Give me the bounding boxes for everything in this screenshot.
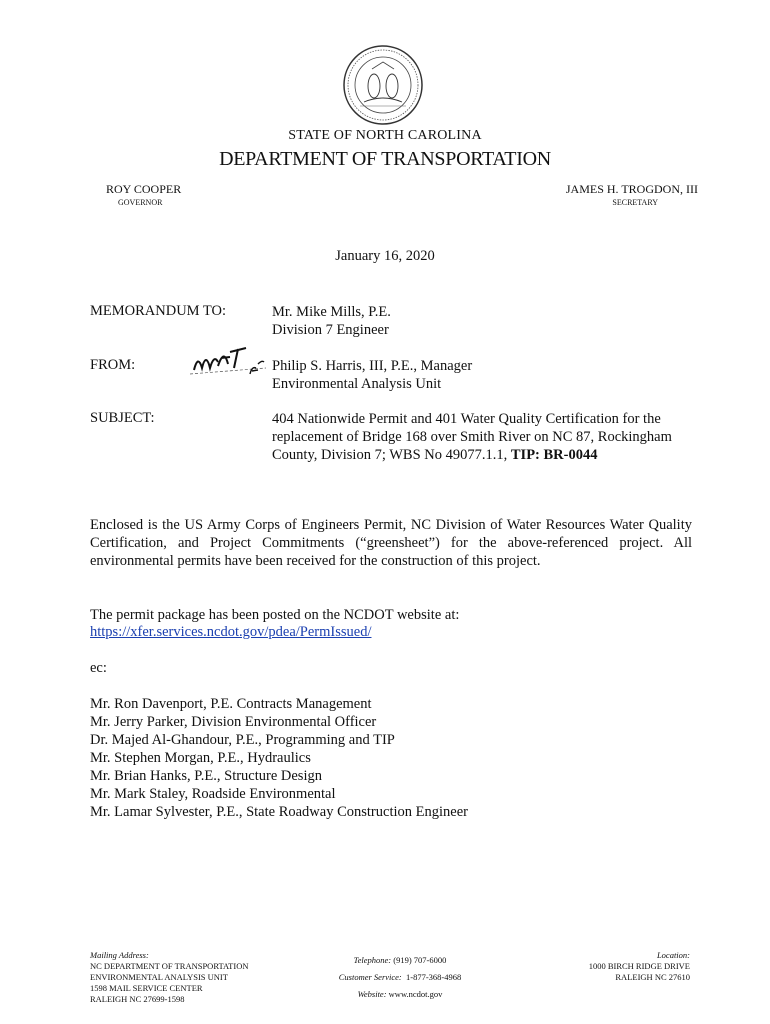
memo-subject-label: SUBJECT: — [90, 410, 155, 426]
body-paragraph-2: The permit package has been posted on the NCDOT website at: — [90, 607, 460, 623]
handwritten-signature — [188, 338, 268, 384]
memo-to-name: Mr. Mike Mills, P.E. — [272, 304, 391, 320]
footer-website: www.ncdot.gov — [388, 989, 443, 999]
footer-website-label: Website: — [357, 989, 387, 999]
footer-customer-phone: 1-877-368-4968 — [406, 972, 462, 982]
cc-item: Dr. Majed Al-Ghandour, P.E., Programming and TIP — [90, 732, 395, 748]
cc-item: Mr. Jerry Parker, Division Environmental Officer — [90, 714, 377, 730]
governor-title: GOVERNOR — [118, 198, 163, 207]
state-name: STATE OF NORTH CAROLINA — [288, 128, 482, 143]
memo-from-name: Philip S. Harris, III, P.E., Manager — [272, 358, 473, 374]
cc-list — [90, 695, 468, 821]
governor-name: ROY COOPER — [106, 182, 182, 196]
footer-telephone: (919) 707-6000 — [393, 955, 447, 965]
memo-subject-tip: TIP: BR-0044 — [510, 447, 598, 463]
state-seal-logo — [342, 44, 424, 126]
footer-location — [589, 950, 690, 983]
footer-mailing-line: NC DEPARTMENT OF TRANSPORTATION — [90, 961, 249, 971]
ec-label: ec: — [90, 660, 107, 676]
cc-item: Mr. Mark Staley, Roadside Environmental — [90, 786, 336, 802]
permit-link[interactable]: https://xfer.services.ncdot.gov/pdea/PermIssued/ — [90, 624, 372, 640]
memo-to-block — [272, 303, 391, 339]
memo-date: January 16, 2020 — [335, 248, 435, 264]
footer-mailing — [90, 950, 249, 1005]
footer-location-line: RALEIGH NC 27610 — [615, 972, 690, 982]
cc-item: Mr. Lamar Sylvester, P.E., State Roadway Construction Engineer — [90, 804, 468, 820]
memo-from-title: Environmental Analysis Unit — [272, 376, 442, 392]
memo-subject-text: 404 Nationwide Permit and 401 Water Quality Certification for the replacement of Bridge 168 over Smith River on NC 87, Rockingham County, Division 7; WBS No 49077.1.1, — [272, 411, 672, 463]
memo-subject — [272, 410, 702, 464]
memo-to-label: MEMORANDUM TO: — [90, 303, 227, 319]
cc-item: Mr. Ron Davenport, P.E. Contracts Management — [90, 696, 372, 712]
footer-mailing-label: Mailing Address: — [90, 950, 149, 960]
footer-customer-label: Customer Service: — [338, 972, 402, 982]
footer-location-line: 1000 BIRCH RIDGE DRIVE — [588, 961, 690, 971]
memo-to-title: Division 7 Engineer — [272, 322, 389, 338]
cc-item: Mr. Stephen Morgan, P.E., Hydraulics — [90, 750, 311, 766]
cc-item: Mr. Brian Hanks, P.E., Structure Design — [90, 768, 322, 784]
secretary-title: SECRETARY — [612, 198, 658, 207]
body-paragraph-1: Enclosed is the US Army Corps of Engineers Permit, NC Division of Water Resources Water Quality Certification, and Project Commitments (“greensheet”) for the above-referenced project. All environmental permits have been received for the construction of this project. — [90, 517, 692, 569]
memo-from-label: FROM: — [90, 357, 136, 373]
footer-mailing-line: 1598 MAIL SERVICE CENTER — [90, 983, 203, 993]
footer-mailing-line: ENVIRONMENTAL ANALYSIS UNIT — [90, 972, 228, 982]
secretary-name: JAMES H. TROGDON, III — [565, 182, 698, 196]
department-name: DEPARTMENT OF TRANSPORTATION — [219, 148, 551, 170]
footer-telephone-label: Telephone: — [353, 955, 392, 965]
memo-from-block — [272, 357, 472, 393]
footer-location-label: Location: — [656, 950, 690, 960]
footer-mailing-line: RALEIGH NC 27699-1598 — [90, 994, 185, 1004]
footer-contact — [300, 955, 500, 1000]
